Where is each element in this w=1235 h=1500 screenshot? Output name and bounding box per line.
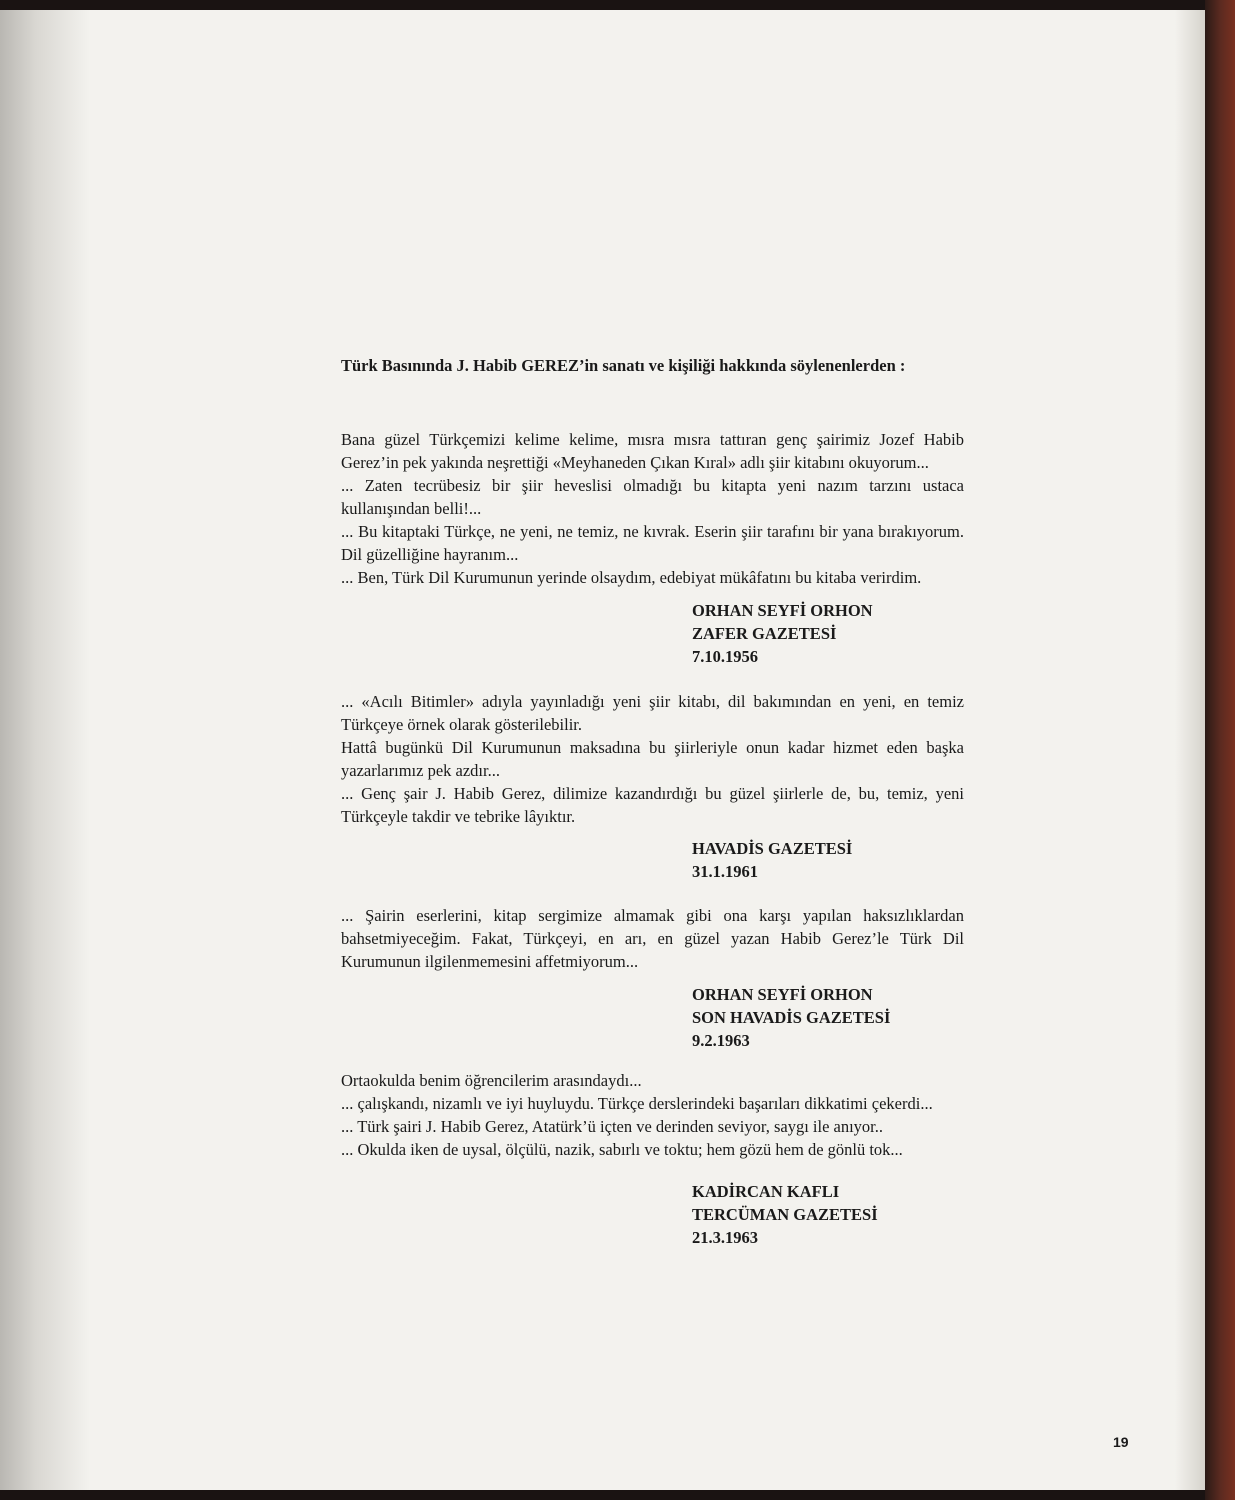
- signature-author: ORHAN SEYFİ ORHON: [692, 601, 873, 620]
- article-heading: Türk Basınında J. Habib GEREZ’in sanatı ve kişiliği hakkında söylenenlerden :: [341, 356, 906, 375]
- quote-paragraph: ... Şairin eserlerini, kitap sergimize almamak gibi ona karşı yapılan haksızlıklardan bahsetmiyeceğim. Fakat, Türkçeyi, en arı, en güzel yazan Habib Gerez’le Türk Dil Kurumunun ilgilenmemesini affetmiyorum...: [341, 906, 964, 971]
- signature-newspaper: SON HAVADİS GAZETESİ: [692, 1008, 891, 1027]
- quote-signature: [692, 1180, 964, 1249]
- signature-newspaper: ZAFER GAZETESİ: [692, 624, 837, 643]
- quote-paragraph: ... Ben, Türk Dil Kurumunun yerinde olsaydım, edebiyat mükâfatını bu kitaba verirdim.: [341, 568, 922, 587]
- quote-paragraph: ... Bu kitaptaki Türkçe, ne yeni, ne temiz, ne kıvrak. Eserin şiir tarafını bir yana bırakıyorum. Dil güzelliğine hayranım...: [341, 522, 964, 564]
- signature-date: 21.3.1963: [692, 1228, 758, 1247]
- quote-paragraph: Hattâ bugünkü Dil Kurumunun maksadına bu şiirleriyle onun kadar hizmet eden başka yazarlarımız pek azdır...: [341, 738, 964, 780]
- signature-date: 9.2.1963: [692, 1031, 750, 1050]
- quote-block: [341, 904, 964, 973]
- quote-paragraph: ... çalışkandı, nizamlı ve iyi huyluydu. Türkçe derslerindeki başarıları dikkatimi çekerdi...: [341, 1094, 933, 1113]
- quote-signature: [692, 599, 964, 668]
- quote-paragraph: ... Zaten tecrübesiz bir şiir heveslisi olmadığı bu kitapta yeni nazım tarzını ustaca kullanışından belli!...: [341, 476, 964, 518]
- signature-date: 31.1.1961: [692, 862, 758, 881]
- quote-signature: [692, 983, 964, 1052]
- signature-newspaper: TERCÜMAN GAZETESİ: [692, 1205, 878, 1224]
- book-edge: [1205, 0, 1235, 1500]
- page-number: 19: [1113, 1434, 1129, 1450]
- quote-paragraph: ... «Acılı Bitimler» adıyla yayınladığı yeni şiir kitabı, dil bakımından en yeni, en temiz Türkçeye örnek olarak gösterilebilir.: [341, 692, 964, 734]
- quote-signature: [692, 837, 964, 883]
- quote-paragraph: ... Okulda iken de uysal, ölçülü, nazik, sabırlı ve toktu; hem gözü hem de gönlü tok...: [341, 1140, 903, 1159]
- signature-newspaper: HAVADİS GAZETESİ: [692, 839, 853, 858]
- quote-block: [341, 1069, 964, 1161]
- signature-date: 7.10.1956: [692, 647, 758, 666]
- article: [341, 354, 964, 1249]
- signature-author: ORHAN SEYFİ ORHON: [692, 985, 873, 1004]
- quote-block: [341, 428, 964, 589]
- quote-paragraph: ... Genç şair J. Habib Gerez, dilimize kazandırdığı bu güzel şiirlerle de, bu, temiz, yeni Türkçeyle takdir ve tebrike lâyıktır.: [341, 784, 964, 826]
- quote-paragraph: Ortaokulda benim öğrencilerim arasındaydı...: [341, 1071, 642, 1090]
- signature-author: KADİRCAN KAFLI: [692, 1182, 840, 1201]
- quote-paragraph: Bana güzel Türkçemizi kelime kelime, mısra mısra tattıran genç şairimiz Jozef Habib Gerez’in pek yakında neşrettiği «Meyhaneden Çıkan Kıral» adlı şiir kitabını okuyorum...: [341, 430, 964, 472]
- quote-paragraph: ... Türk şairi J. Habib Gerez, Atatürk’ü içten ve derinden seviyor, saygı ile anıyor..: [341, 1117, 884, 1136]
- quote-block: [341, 690, 964, 828]
